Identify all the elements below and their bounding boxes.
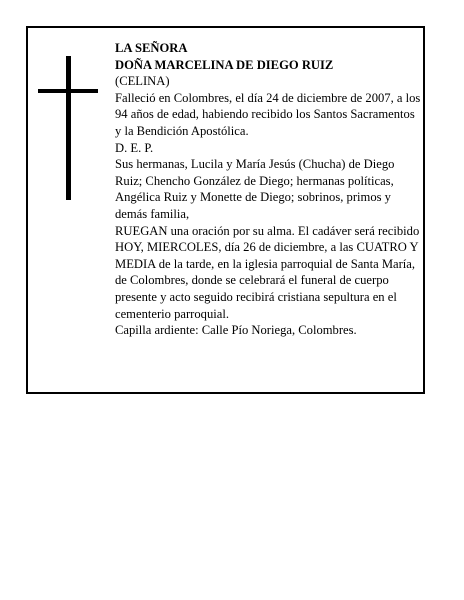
rip-line: D. E. P. — [115, 140, 154, 155]
death-paragraph: Falleció en Colombres, el día 24 de diciembre de 2007, a los 94 años de edad, habiendo recibido los Santos Sacramentos y la Bendición Apostólica. — [115, 90, 421, 138]
obituary-notice — [26, 26, 425, 394]
request-paragraph: RUEGAN una oración por su alma. El cadáver será recibido HOY, MIERCOLES, día 26 de diciembre, a las CUATRO Y MEDIA de la tarde, en la iglesia parroquial de Santa María, de Colombres, donde se celebrará el funeral de cuerpo presente y acto seguido recibirá cristiana sepultura en el cementerio parroquial. — [115, 223, 420, 321]
cross-horizontal-bar — [38, 89, 98, 93]
deceased-nickname: (CELINA) — [115, 74, 170, 89]
title-line: LA SEÑORA — [115, 41, 188, 55]
obituary-text — [115, 40, 423, 339]
cross-icon — [38, 56, 98, 200]
family-paragraph: Sus hermanas, Lucila y María Jesús (Chucha) de Diego Ruiz; Chencho González de Diego; hermanas políticas, Angélica Ruiz y Monette de Diego; sobrinos, primos y demás familia, — [115, 157, 395, 221]
cross-vertical-bar — [66, 56, 71, 200]
chapel-line: Capilla ardiente: Calle Pío Noriega, Colombres. — [115, 323, 357, 338]
deceased-name: DOÑA MARCELINA DE DIEGO RUIZ — [115, 57, 334, 72]
